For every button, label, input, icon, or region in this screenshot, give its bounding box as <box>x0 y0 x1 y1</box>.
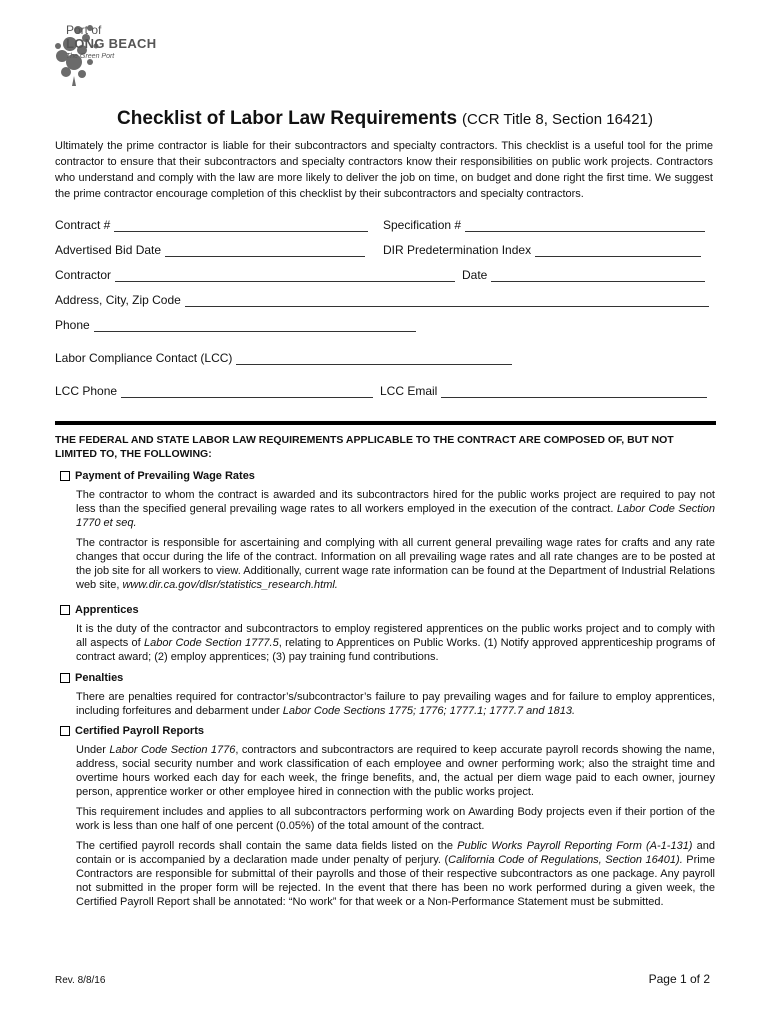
lcc-phone-line[interactable] <box>121 387 373 398</box>
contract-label: Contract # <box>55 218 111 232</box>
payroll-p3-ccr: California Code of Regulations, Section 16401). <box>448 854 683 866</box>
lcc-phone-field[interactable] <box>55 384 373 398</box>
phone-label: Phone <box>55 318 90 332</box>
certified-payroll-checkbox-row[interactable] <box>60 725 715 737</box>
lcc-line[interactable] <box>236 354 512 365</box>
logo-tagline: The Green Port <box>66 53 115 61</box>
payroll-p3c: Prime Contractors are responsible for submittal of their payrolls and those of their respective subcontractors as one package. Any payroll not submitted in the proper form will be rejected. In the event that there has been no work performed during a given week, the Certified Payroll Report shall be annotated: “No work” for that week or a Non-Performance Statement must be submitted. <box>76 854 716 908</box>
prevailing-wages-paragraph-2 <box>76 536 715 592</box>
specification-field[interactable] <box>383 218 705 232</box>
lcc-field[interactable] <box>55 351 512 365</box>
lcc-phone-label: LCC Phone <box>55 384 118 398</box>
payroll-p1-lead: Under <box>76 744 106 756</box>
logo-text <box>66 24 156 61</box>
intro-paragraph: Ultimately the prime contractor is liable for their subcontractors and specialty contractors. This checklist is a useful tool for the prime contractor to ensure that their subcontractors and specialty contractors know their responsibilities on public work projects. Contractors who understand and comply with the law are more likely to deliver the job on time, on budget and done right the first time. We suggest the prime contractor encourage completion of this checklist by their subcontractors and specialty contractors. <box>55 140 713 200</box>
section-certified-payroll <box>55 725 715 909</box>
certified-payroll-checkbox[interactable] <box>60 726 70 736</box>
payroll-p3b: and contain or is accompanied by a declaration made under penalty of perjury. ( <box>76 840 715 866</box>
certified-payroll-title: Certified Payroll Reports <box>75 725 204 737</box>
lcc-email-line[interactable] <box>441 387 707 398</box>
advertised-bid-date-field[interactable] <box>55 243 365 257</box>
title-main: Checklist of Labor Law Requirements <box>117 108 458 129</box>
prevailing-wages-p2-text: The contractor is responsible for ascertaining and complying with all current general prevailing wage rates for crafts and any rate changes that occur during the life of the contract. Information on all prevailing wage rates and all rate changes are to be posted at the job site for all workers to view. Additionally, current wage rate information can be found at the Department of Industrial Relations web site, <box>76 537 715 591</box>
dir-index-line[interactable] <box>535 246 701 257</box>
contractor-label: Contractor <box>55 268 112 282</box>
revision-date: Rev. 8/8/16 <box>55 975 106 986</box>
contract-line[interactable] <box>114 221 368 232</box>
prevailing-wages-title: Payment of Prevailing Wage Rates <box>75 470 255 482</box>
lcc-email-field[interactable] <box>380 384 707 398</box>
payroll-p3a: The certified payroll records shall contain the same data fields listed on the <box>76 840 453 852</box>
penalties-title: Penalties <box>75 672 124 684</box>
apprentices-checkbox-row[interactable] <box>60 604 715 616</box>
penalties-checkbox[interactable] <box>60 673 70 683</box>
lcc-label: Labor Compliance Contact (LCC) <box>55 351 233 365</box>
prevailing-wages-p1-text: The contractor to whom the contract is awarded and its subcontractors hired for the public works project are required to pay not less than the specified general prevailing wage rates to all workers employed in the execution of the contract. <box>76 489 715 515</box>
advertised-bid-date-line[interactable] <box>165 246 365 257</box>
prevailing-wages-paragraph-1 <box>76 488 715 530</box>
phone-field[interactable] <box>55 318 416 332</box>
logo-long-beach: LONG BEACH <box>66 35 157 51</box>
prevailing-wages-checkbox[interactable] <box>60 471 70 481</box>
requirements-heading: THE FEDERAL AND STATE LABOR LAW REQUIREMENTS APPLICABLE TO THE CONTRACT ARE COMPOSED OF, BUT NOT LIMITED TO, THE FOLLOWING: <box>55 434 674 460</box>
date-line[interactable] <box>491 271 705 282</box>
penalties-p1-ref: Labor Code Sections 1775; 1776; 1777.1; 1777.7 and 1813. <box>282 705 576 717</box>
advertised-bid-date-label: Advertised Bid Date <box>55 243 162 257</box>
section-prevailing-wages <box>55 470 715 592</box>
penalties-p1a: There are penalties required for contractor’s/subcontractor’s failure to pay prevailing wages and for failure to employ apprentices, including forfeitures and debarment under <box>76 691 715 717</box>
specification-line[interactable] <box>465 221 705 232</box>
phone-line[interactable] <box>94 321 416 332</box>
dir-index-field[interactable] <box>383 243 701 257</box>
contractor-field[interactable] <box>55 268 455 282</box>
certified-payroll-paragraph-3 <box>76 839 715 909</box>
dir-website-link[interactable]: www.dir.ca.gov/dlsr/statistics_research.html. <box>122 579 338 591</box>
payroll-p1-ref: Labor Code Section 1776 <box>109 744 236 756</box>
logo-port-of: Port of <box>66 23 102 37</box>
apprentices-checkbox[interactable] <box>60 605 70 615</box>
certified-payroll-paragraph-2: This requirement includes and applies to all subcontractors performing work on Awarding Body projects even if their portion of the work is less than one half of one percent (0.05%) of the total amount of the contract. <box>76 806 715 832</box>
date-label: Date <box>462 268 488 282</box>
apprentices-paragraph <box>76 622 715 664</box>
dir-index-label: DIR Predetermination Index <box>383 243 532 257</box>
apprentices-p1a: It is the duty of the contractor and subcontractors to employ registered apprentices on the public works project and to comply with all aspects of <box>76 623 715 649</box>
section-penalties <box>55 672 715 718</box>
prevailing-wages-p1-ref: Labor Code Section 1770 et seq. <box>76 503 715 529</box>
penalties-checkbox-row[interactable] <box>60 672 715 684</box>
contract-field[interactable] <box>55 218 368 232</box>
prevailing-wages-checkbox-row[interactable] <box>60 470 715 482</box>
apprentices-p1b: , relating to Apprentices on Public Works. (1) Notify approved apprenticeship programs of contract award; (2) employ apprentices; (3) pay training fund contributions. <box>76 637 715 663</box>
section-apprentices <box>55 604 715 664</box>
address-field[interactable] <box>55 293 709 307</box>
page-number: Page 1 of 2 <box>648 972 710 986</box>
date-field[interactable] <box>462 268 705 282</box>
apprentices-title: Apprentices <box>75 604 139 616</box>
address-label: Address, City, Zip Code <box>55 293 181 307</box>
title-reference: (CCR Title 8, Section 16421) <box>462 111 653 128</box>
lcc-email-label: LCC Email <box>380 384 438 398</box>
payroll-p1b: , contractors and subcontractors are required to keep accurate payroll records showing the name, address, social security number and work classification of each employee and owner performing work; also the straight time and overtime hours worked each day for each week, the fringe benefits, and, the actual per diem wage paid to each owner, journey person, apprentice worker or other employee hired in connection with the public works project. <box>76 744 715 798</box>
apprentices-p1-ref: Labor Code Section 1777.5 <box>144 637 279 649</box>
contractor-line[interactable] <box>115 271 455 282</box>
certified-payroll-paragraph-1 <box>76 743 715 799</box>
address-line[interactable] <box>185 296 709 307</box>
payroll-p3-form: Public Works Payroll Reporting Form (A-1-131) <box>457 840 693 852</box>
specification-label: Specification # <box>383 218 462 232</box>
section-divider <box>55 421 716 425</box>
penalties-paragraph <box>76 690 715 718</box>
page-title <box>0 108 770 130</box>
